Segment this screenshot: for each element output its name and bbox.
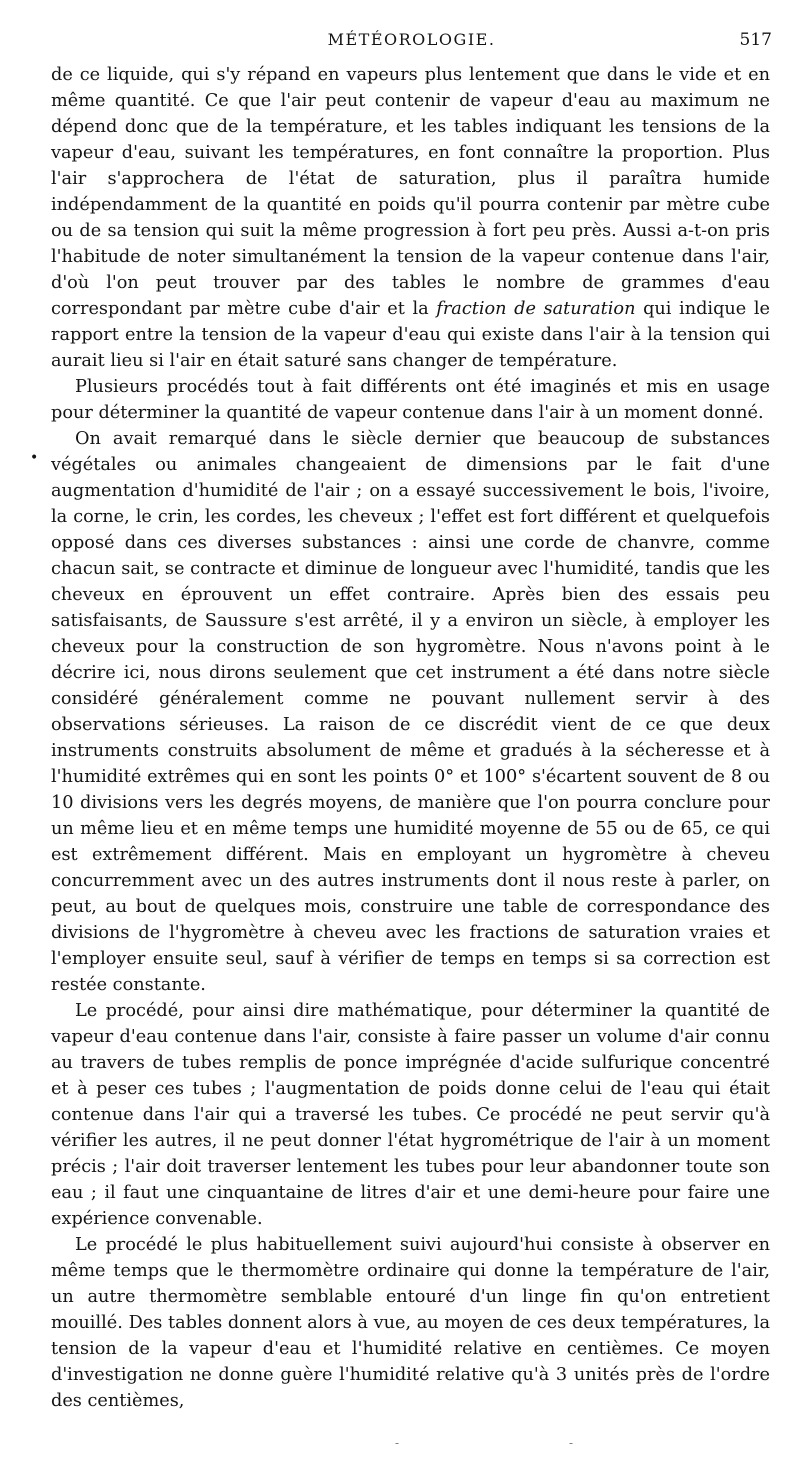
paragraph-psychrometer: Le procédé le plus habituellement suivi aujourd'hui consiste à observer en même temps que le thermomètre ordinaire qui donne la température de l'air, un autre thermomètre semblable entouré d'un linge fin qu'on entretient mouillé. Des tables donnent alors à vue, au moyen de ces deux températures, la tension de la vapeur d'eau et l'humidité relative en centièmes. Ce moyen d'investigation ne donne guère l'humidité relative qu'à 3 unités près de l'ordre des centièmes, [51,1235,770,1411]
page-body [51,62,770,1414]
emphasis-fraction-de-saturation: fraction de saturation [436,299,636,319]
page-number: 517 [739,30,772,50]
paragraph-hair-hygrometer: On avait remarqué dans le siècle dernier que beaucoup de substances végétales ou animales changeaient de dimensions par le fait d'une augmentation d'humidité de l'air ; on a essayé successivement le bois, l'ivoire, la corne, le crin, les cordes, les cheveux ; l'effet est fort différent et quelquefois opposé dans ces diverses substances : ainsi une corde de chanvre, comme chacun sait, se contracte et diminue de longueur avec l'humidité, tandis que les cheveux en éprouvent un effet contraire. Après bien des essais peu satisfaisants, de Saussure s'est arrêté, il y a environ un siècle, à employer les cheveux pour la construction de son hygromètre. Nous n'avons point à le décrire ici, nous dirons seulement que cet instrument a été dans notre siècle considéré généralement comme ne pouvant nullement servir à des observations sérieuses. La raison de ce discrédit vient de ce que deux instruments construits absolument de même et gradués à la sécheresse et à l'humidité extrêmes qui en sont les points 0° et 100° s'écartent souvent de 8 ou 10 divisions vers les degrés moyens, de manière que l'on pourra conclure pour un même lieu et en même temps une humidité moyenne de 55 ou de 65, ce qui est extrêmement différent. Mais en employant un hygromètre à cheveu concurremment avec un des autres instruments dont il nous reste à parler, on peut, au bout de quelques mois, construire une table de correspondance des divisions de l'hygromètre à cheveu avec les fractions de saturation vraies et l'employer ensuite seul, sauf à vérifier de temps en temps si sa correction est restée constante. [51,429,770,995]
footer-marks: -- [395,1436,744,1450]
margin-bullet-mark: • [30,450,39,466]
paragraph-text: qui indique le rapport entre la tension de la vapeur d'eau qui existe dans l'air à la tension qui aurait lieu si l'air en était saturé sans changer de température. [51,299,770,371]
paragraph-humidity-saturation [51,62,770,374]
paragraph-procedures: Plusieurs procédés tout à fait différents ont été imaginés et mis en usage pour déterminer la quantité de vapeur contenue dans l'air à un moment donné. [51,377,770,423]
running-head: MÉTÉOROLOGIE. [327,30,496,49]
paragraph-mathematical-procedure: Le procédé, pour ainsi dire mathématique, pour déterminer la quantité de vapeur d'eau contenue dans l'air, consiste à faire passer un volume d'air connu au travers de tubes remplis de ponce imprégnée d'acide sulfurique concentré et à peser ces tubes ; l'augmentation de poids donne celui de l'eau qui était contenue dans l'air qui a traversé les tubes. Ce procédé ne peut servir qu'à vérifier les autres, il ne peut donner l'état hygrométrique de l'air à un moment précis ; l'air doit traverser lentement les tubes pour leur abandonner toute son eau ; il faut une cinquantaine de litres d'air et une demi-heure pour faire une expérience convenable. [51,1001,770,1229]
page-header [51,30,772,56]
paragraph-text: de ce liquide, qui s'y répand en vapeurs plus lentement que dans le vide et en même quantité. Ce que l'air peut contenir de vapeur d'eau au maximum ne dépend donc que de la température, et les tables indiquant les tensions de la vapeur d'eau, suivant les températures, en font connaître la proportion. Plus l'air s'approchera de l'état de saturation, plus il paraîtra humide indépendamment de la quantité en poids qu'il pourra contenir par mètre cube ou de sa tension qui suit la même progression à fort peu près. Aussi a-t-on pris l'habitude de noter simultanément la tension de la vapeur contenue dans l'air, d'où l'on peut trouver par des tables le nombre de grammes d'eau correspondant par mètre cube d'air et la [51,65,770,319]
